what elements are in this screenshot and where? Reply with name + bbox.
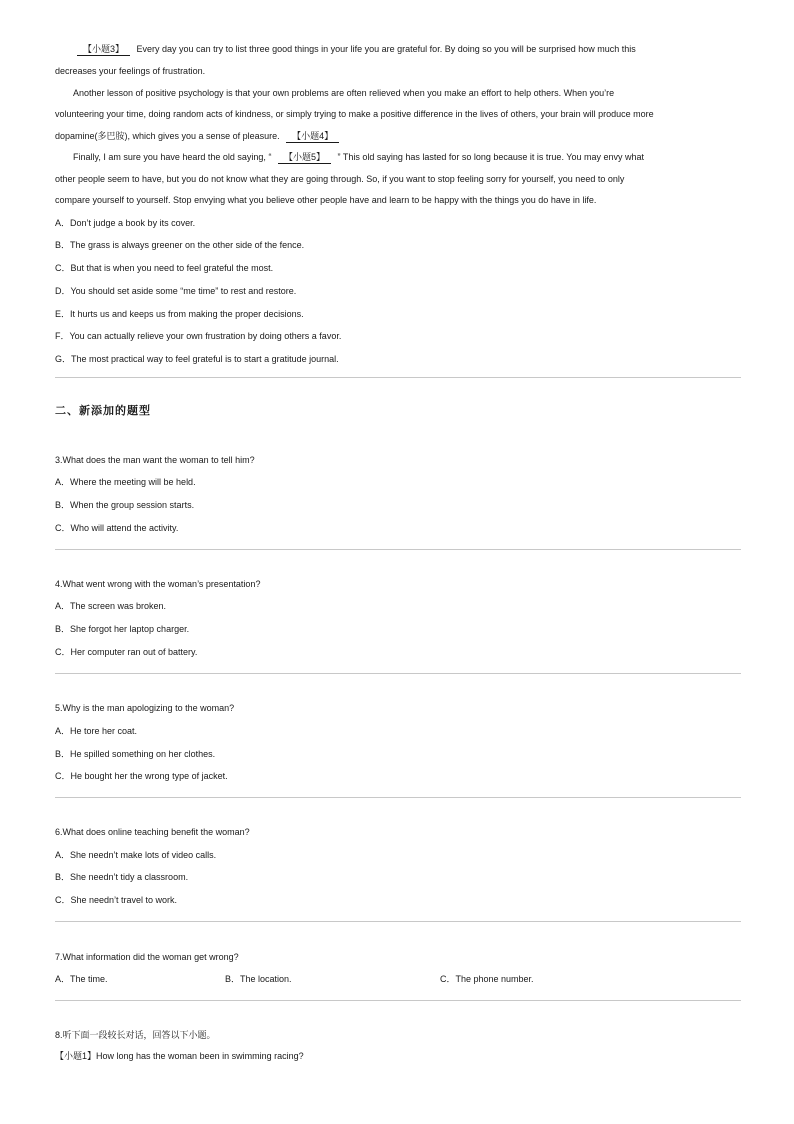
question-6-option-b[interactable]: B．She needn’t tidy a classroom. [55, 872, 189, 882]
question-4-option-a[interactable]: A．The screen was broken. [55, 601, 167, 611]
passage-paragraph-1-line-2: decreases your feelings of frustration. [55, 66, 206, 76]
question-5-stem: 5.Why is the man apologizing to the woman? [55, 703, 235, 713]
question-5-option-b[interactable]: B．He spilled something on her clothes. [55, 749, 216, 759]
question-8-sub-1: 【小题1】How long has the woman been in swimming racing? [55, 1051, 304, 1061]
question-7-stem: 7.What information did the woman get wrong? [55, 952, 239, 962]
divider [55, 1000, 741, 1001]
passage-paragraph-2-line-3 [55, 130, 343, 143]
question-3-stem: 3.What does the man want the woman to tell him? [55, 455, 255, 465]
question-8-stem: 8.听下面一段较长对话，回答以下小题。 [55, 1030, 216, 1040]
question-4-option-b[interactable]: B．She forgot her laptop charger. [55, 624, 190, 634]
passage-option-e: E．It hurts us and keeps us from making the proper decisions. [55, 309, 304, 319]
question-5-option-a[interactable]: A．He tore her coat. [55, 726, 138, 736]
question-6-stem: 6.What does online teaching benefit the woman? [55, 827, 250, 837]
passage-paragraph-3-line-3: compare yourself to yourself. Stop envying what you believe other people have and learn to be happy with the things you do have in life. [55, 195, 597, 205]
blank-5[interactable]: 【小题5】 [278, 152, 331, 164]
question-3-option-a[interactable]: A．Where the meeting will be held. [55, 477, 196, 487]
passage-paragraph-3-line-1 [73, 151, 644, 164]
passage-paragraph-3-line-2: other people seem to have, but you do not know what they are going through. So, if you want to stop feeling sorry for yourself, you need to only [55, 174, 625, 184]
passage-paragraph-1-line-1 [73, 43, 636, 56]
passage-text: ” This old saying has lasted for so long because it is true. You may envy what [337, 152, 644, 162]
question-7-option-a[interactable]: A．The time. [55, 974, 108, 984]
passage-paragraph-2-line-2: volunteering your time, doing random acts of kindness, or simply trying to make a positive difference in the lives of others, your brain will produce more [55, 109, 654, 119]
question-7-option-c[interactable]: C．The phone number. [440, 974, 534, 984]
question-7-option-b[interactable]: B．The location. [225, 974, 292, 984]
question-3-option-c[interactable]: C．Who will attend the activity. [55, 523, 179, 533]
question-5-option-c[interactable]: C．He bought her the wrong type of jacket. [55, 771, 228, 781]
section-title: 二、新添加的题型 [55, 404, 151, 417]
divider [55, 921, 741, 922]
passage-option-g: G．The most practical way to feel grateful is to start a gratitude journal. [55, 354, 339, 364]
question-4-stem: 4.What went wrong with the woman’s presentation? [55, 579, 261, 589]
divider [55, 673, 741, 674]
question-4-option-c[interactable]: C．Her computer ran out of battery. [55, 647, 198, 657]
passage-text: Every day you can try to list three good things in your life you are grateful for. By doing so you will be surprised how much this [136, 44, 636, 54]
question-3-option-b[interactable]: B．When the group session starts. [55, 500, 195, 510]
question-6-option-a[interactable]: A．She needn’t make lots of video calls. [55, 850, 217, 860]
passage-option-a: A．Don’t judge a book by its cover. [55, 218, 196, 228]
passage-text: dopamine(多巴胺), which gives you a sense of pleasure. [55, 131, 280, 141]
divider [55, 797, 741, 798]
passage-option-d: D．You should set aside some “me time” to rest and restore. [55, 286, 297, 296]
divider [55, 549, 741, 550]
blank-3[interactable]: 【小题3】 [77, 44, 130, 56]
blank-4[interactable]: 【小题4】 [286, 131, 339, 143]
divider [55, 377, 741, 378]
passage-option-f: F．You can actually relieve your own frustration by doing others a favor. [55, 331, 342, 341]
passage-paragraph-2-line-1: Another lesson of positive psychology is that your own problems are often relieved when you make an effort to help others. When you’re [73, 88, 615, 98]
passage-option-c: C．But that is when you need to feel grateful the most. [55, 263, 274, 273]
passage-option-b: B．The grass is always greener on the other side of the fence. [55, 240, 305, 250]
question-6-option-c[interactable]: C．She needn’t travel to work. [55, 895, 178, 905]
passage-text: Finally, I am sure you have heard the old saying, “ [73, 152, 272, 162]
